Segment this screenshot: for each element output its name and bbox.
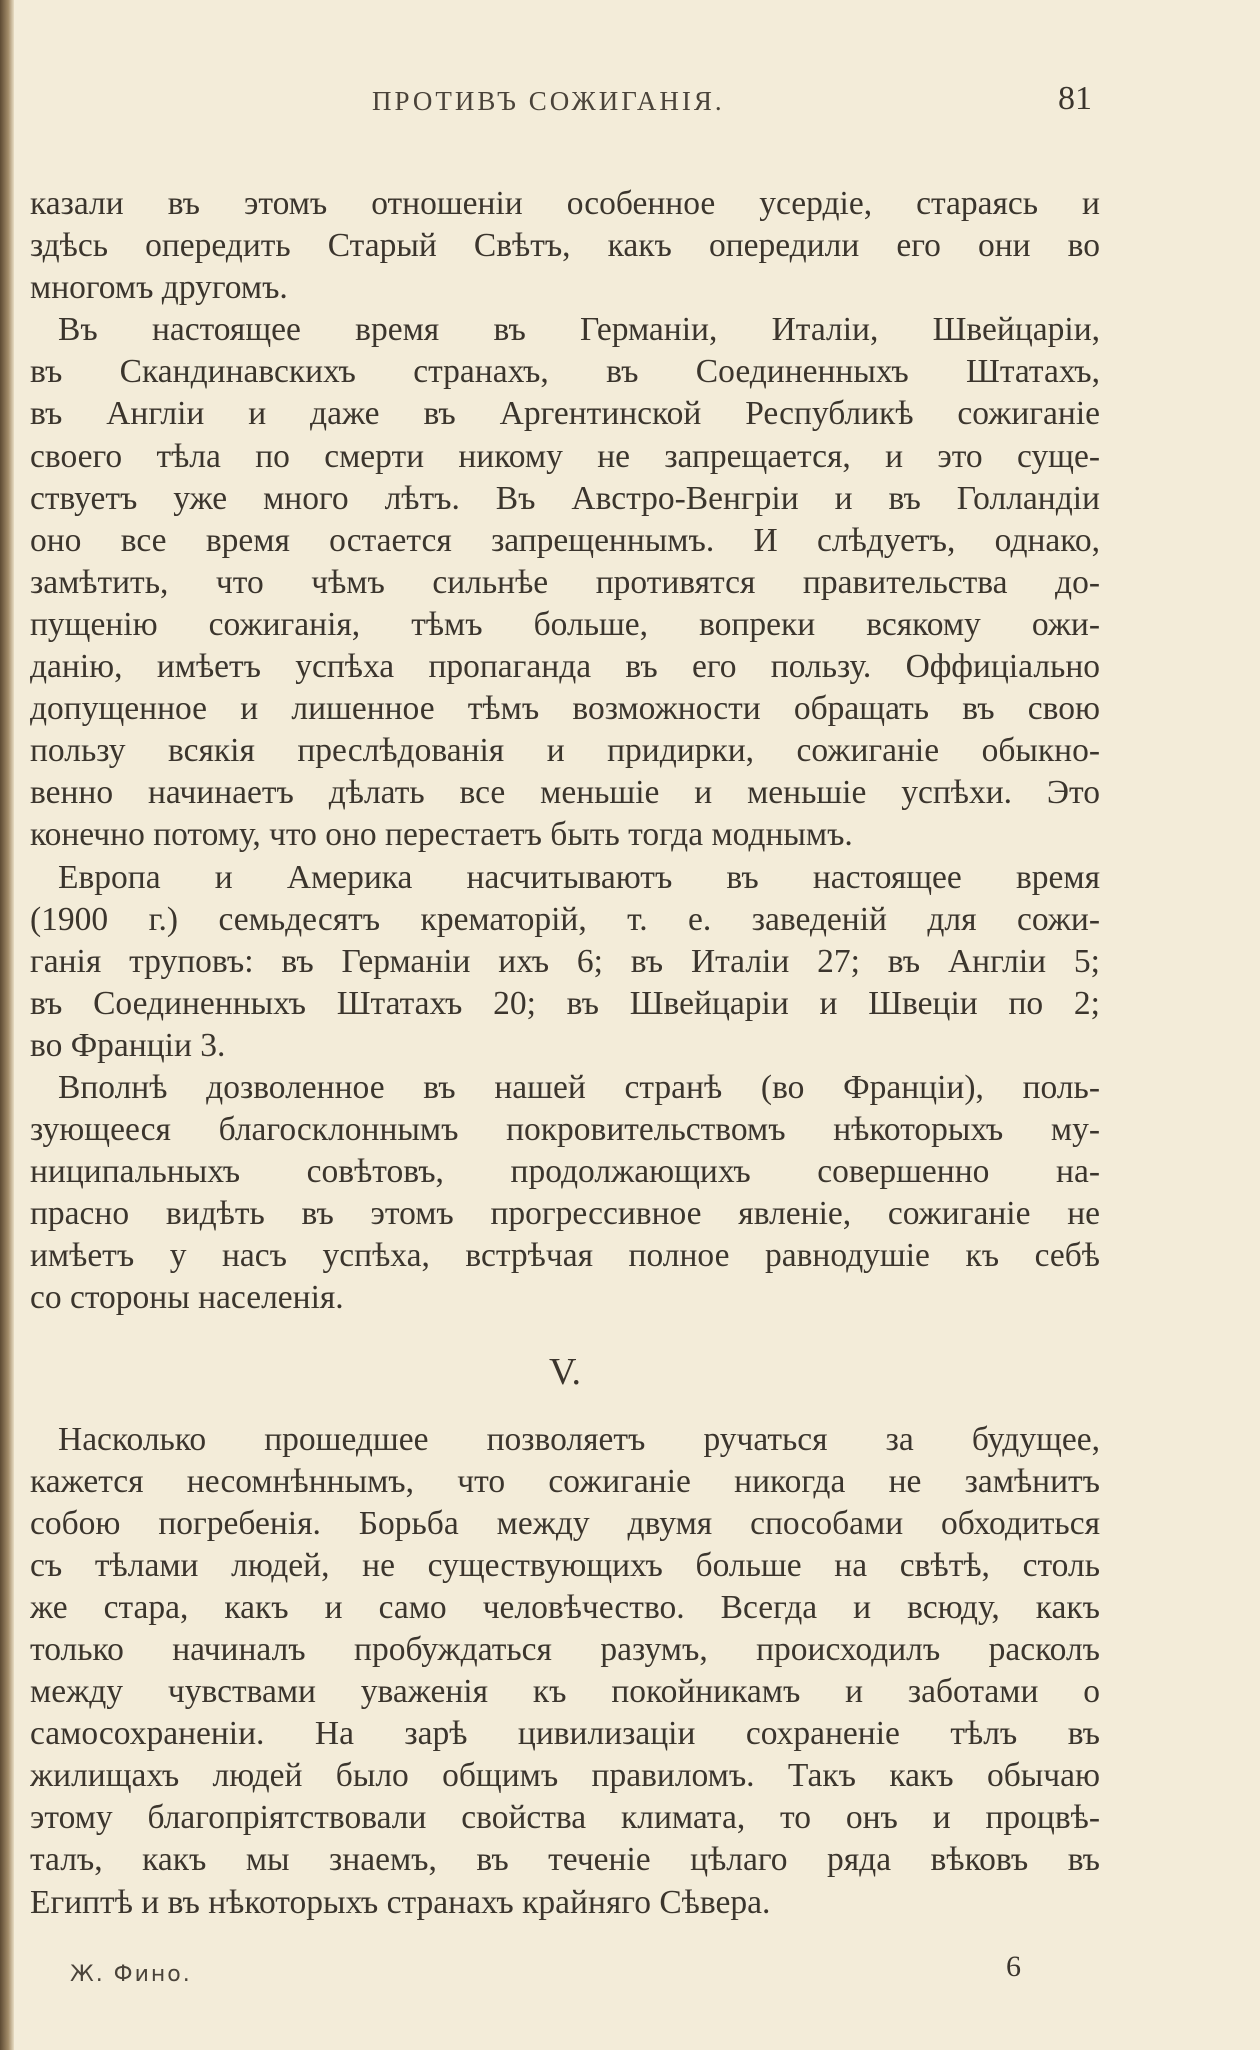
text-line: конечно потому, что оно перестаетъ быть тогда моднымъ. [30,816,853,854]
text-line: талъ, какъ мы знаемъ, въ теченіе цѣлаго ряда вѣковъ въ [30,1841,1100,1879]
text-line: же стара, какъ и само человѣчество. Всегда и всюду, какъ [30,1588,1100,1626]
text-line: замѣтить, что чѣмъ сильнѣе противятся правительства до- [30,563,1100,601]
text-line: ствуетъ уже много лѣтъ. Въ Австро-Венгріи и въ Голландіи [30,479,1100,517]
text-line: допущенное и лишенное тѣмъ возможности обращать въ свою [30,690,1100,728]
section-heading: V. [548,1350,582,1393]
text-line: со стороны населенія. [30,1279,344,1317]
text-line: Вполнѣ дозволенное въ нашей странѣ (во Франціи), поль- [58,1068,1100,1106]
paragraph [30,1419,1100,1924]
text-line: данію, имѣетъ успѣха пропаганда въ его пользу. Оффиціально [30,648,1100,686]
running-head [0,80,1260,126]
text-line: въ Англіи и даже въ Аргентинской Республикѣ сожиганіе [30,395,1100,433]
paragraphs-before-heading [30,183,1100,1320]
paragraph [30,857,1100,1067]
body-text [30,183,1100,1924]
text-line: съ тѣлами людей, не существующихъ больше на свѣтѣ, столь [30,1546,1100,1584]
text-line: Египтѣ и въ нѣкоторыхъ странахъ крайняго Сѣвера. [30,1883,771,1921]
text-line: этому благопріятствовали свойства климата, то онъ и процвѣ- [30,1799,1100,1837]
text-line: между чувствами уваженія къ покойникамъ и заботами о [30,1673,1100,1711]
text-line: Насколько прошедшее позволяетъ ручаться за будущее, [58,1420,1100,1458]
text-line: прасно видѣть въ этомъ прогрессивное явленіе, сожиганіе не [30,1195,1100,1233]
text-line: въ Соединенныхъ Штатахъ 20; въ Швейцаріи и Швеціи по 2; [30,984,1100,1022]
text-line: только начиналъ пробуждаться разумъ, происходилъ расколъ [30,1631,1100,1668]
text-line: венно начинаетъ дѣлать все меньшіе и меньшіе успѣхи. Это [30,774,1100,812]
text-line: зующееся благосклоннымъ покровительствомъ нѣкоторыхъ му- [30,1111,1100,1149]
text-line: ганія труповъ: въ Германіи ихъ 6; въ Италіи 27; въ Англіи 5; [30,942,1100,980]
text-line: жилищахъ людей было общимъ правиломъ. Такъ какъ обычаю [30,1757,1100,1795]
text-line: кажется несомнѣннымъ, что сожиганіе никогда не замѣнитъ [30,1462,1100,1500]
page-number: 81 [1058,80,1092,117]
text-line: имѣетъ у насъ успѣха, встрѣчая полное равнодушіе къ себѣ [30,1237,1100,1275]
text-line: пользу всякія преслѣдованія и придирки, сожиганіе обыкно- [30,732,1100,770]
text-line: (1900 г.) семьдесятъ крематорій, т. е. заведеній для сожи- [30,900,1100,938]
text-line: многомъ другомъ. [30,269,288,307]
sheet-number: 6 [1006,1950,1021,1983]
running-head-title: ПРОТИВЪ СОЖИГАНІЯ. [372,86,725,116]
text-line: въ Скандинавскихъ странахъ, въ Соединенныхъ Штатахъ, [30,353,1100,391]
paragraph [30,1067,1100,1320]
text-line: пущенію сожиганія, тѣмъ больше, вопреки всякому ожи- [30,605,1100,643]
text-line: самосохраненіи. На зарѣ цивилизаціи сохраненіе тѣлъ въ [30,1715,1100,1753]
text-line: здѣсь опередить Старый Свѣтъ, какъ опередили его они во [30,227,1100,265]
text-line: Въ настоящее время въ Германіи, Италіи, Швейцаріи, [58,311,1100,349]
text-line: оно все время остается запрещеннымъ. И слѣдуетъ, однако, [30,521,1100,559]
text-line: ниципальныхъ совѣтовъ, продолжающихъ совершенно на- [30,1153,1100,1191]
text-line: Европа и Америка насчитываютъ въ настоящее время [58,858,1100,896]
paragraphs-after-heading [30,1419,1100,1924]
text-line: собою погребенія. Борьба между двумя способами обходиться [30,1504,1100,1542]
paragraph [30,309,1100,856]
text-line: во Франціи 3. [30,1026,226,1064]
footer-signature: Ж. Фино. [70,1962,192,1987]
text-line: казали въ этомъ отношеніи особенное усердіе, стараясь и [30,185,1100,222]
text-line: своего тѣла по смерти никому не запрещается, и это суще- [30,437,1100,475]
page-footer [0,1950,1260,1990]
paragraph [30,183,1100,309]
